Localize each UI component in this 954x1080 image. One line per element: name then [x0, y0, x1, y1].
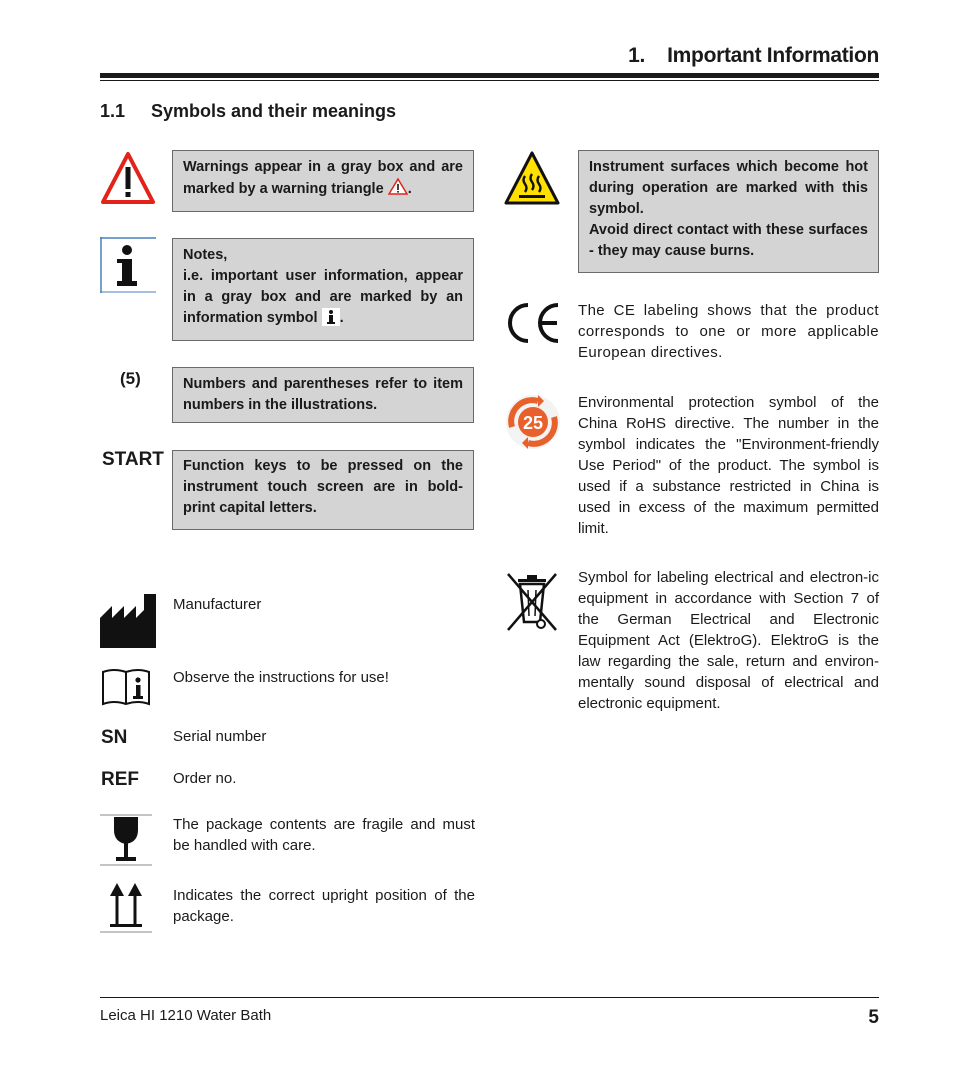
header-rule: [100, 73, 879, 78]
section-title-text: Symbols and their meanings: [151, 101, 397, 121]
hot-surface-text: Instrument surfaces which become hot during operation are marked with this symbol.: [589, 159, 868, 217]
footer-product-name: Leica HI 1210 Water Bath: [100, 1007, 272, 1024]
numbers-box: [172, 367, 474, 423]
warning-tail: .: [407, 181, 412, 197]
ce-text: The CE labeling shows that the product corresponds to one or more applicable European directives.: [578, 302, 879, 361]
fragile-glass-icon: [100, 814, 152, 866]
rohs-text: Environmental protection symbol of the China RoHS directive. The number in the symbol indicates the "Environment-friendly Use Period" of the product. The symbol is used if a substance restricted in China is used in excess of the maximum permitted limit.: [578, 394, 879, 537]
footer-rule: [100, 997, 879, 998]
ce-mark-icon: [504, 301, 562, 345]
info-icon: [100, 237, 156, 293]
hot-surface-icon: [504, 150, 560, 206]
sn-text: Serial number: [173, 728, 267, 745]
item-number-label: (5): [120, 369, 141, 388]
small-warning-triangle-icon: [388, 178, 408, 195]
page-heading: 1. Important Information: [628, 44, 879, 67]
weee-text: Symbol for labeling electrical and electron-ic equipment in accordance with Section 7 of the German Electrical and Electronic Equipment Act (ElektroG). ElektroG is the law regarding the sale, return and environ-mentally sound disposal of electrical and electronic equipment.: [578, 569, 879, 712]
header-rule-thin: [100, 80, 879, 81]
notes-title: Notes,: [183, 247, 228, 263]
numbers-text: Numbers and parentheses refer to item numbers in the illustrations.: [183, 376, 463, 413]
notes-tail: .: [339, 310, 344, 326]
instructions-book-icon: [100, 668, 152, 708]
notes-text: i.e. important user information, appear in a gray box and are marked by an information symbol: [183, 268, 463, 326]
page-number: 5: [868, 1007, 879, 1028]
section-number: 1.1: [100, 101, 126, 121]
observe-text: Observe the instructions for use!: [173, 669, 389, 686]
warning-triangle-icon: [100, 150, 156, 205]
fragile-text: The package contents are fragile and must be handled with care.: [173, 816, 475, 854]
ref-text: Order no.: [173, 770, 237, 787]
section-title: [100, 101, 396, 122]
notes-box: [172, 238, 474, 341]
upright-text: Indicates the correct upright position of the package.: [173, 887, 475, 925]
small-info-icon: [322, 308, 340, 326]
weee-bin-icon: [504, 570, 560, 634]
upright-arrows-icon: [100, 880, 152, 934]
function-text: Function keys to be pressed on the instrument touch screen are in bold-print capital letters.: [183, 458, 463, 516]
sn-label: SN: [101, 727, 128, 748]
warning-box: [172, 150, 474, 212]
function-keys-box: [172, 450, 474, 530]
manufacturer-text: Manufacturer: [173, 596, 262, 613]
start-label: START: [102, 449, 164, 470]
warning-text: Warnings appear in a gray box and are marked by a warning triangle: [183, 159, 463, 197]
rohs-25-icon: [504, 393, 562, 451]
ref-label: REF: [101, 769, 139, 790]
manufacturer-icon: [100, 594, 156, 648]
hot-surface-warning: Avoid direct contact with these surfaces - they may cause burns.: [589, 222, 868, 259]
hot-surface-box: [578, 150, 879, 273]
rohs-number: 25: [522, 413, 544, 433]
